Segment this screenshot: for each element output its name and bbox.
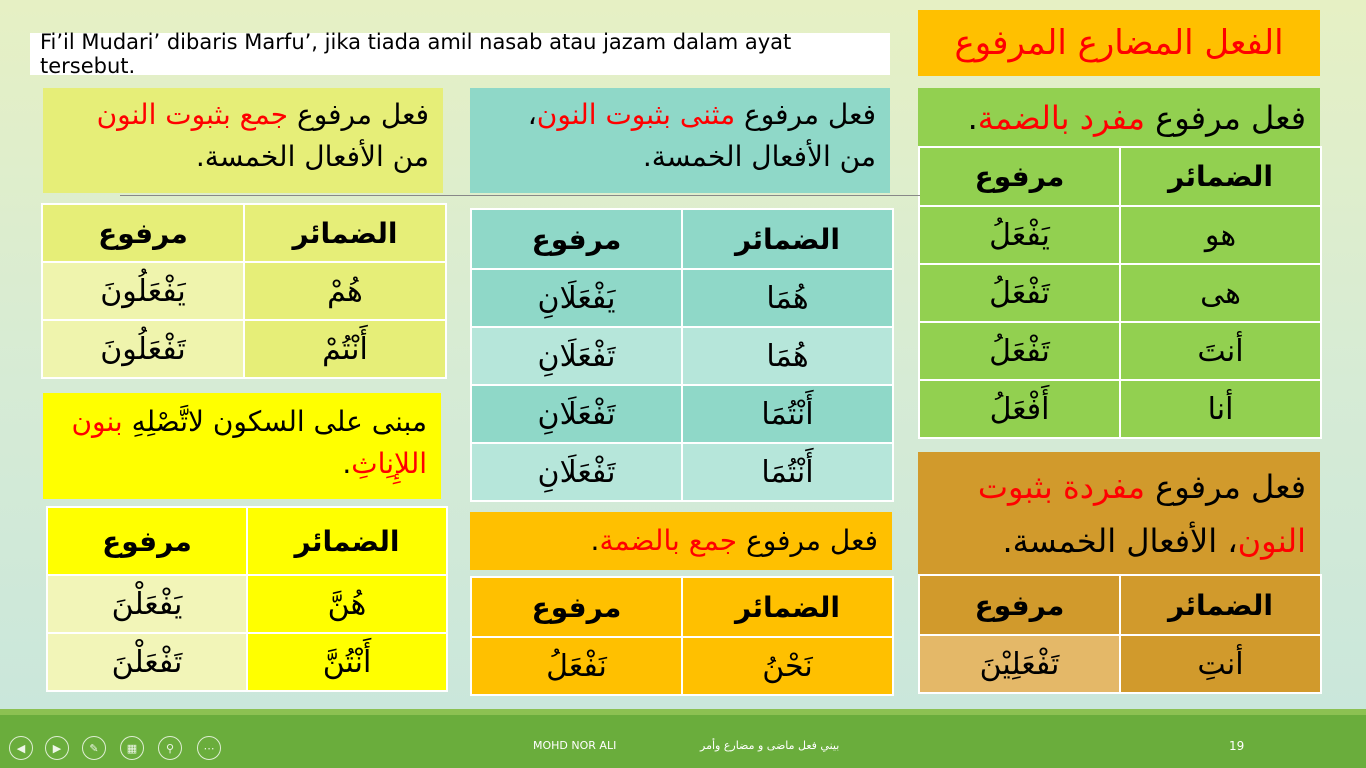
table-singular-damma [918,146,1322,439]
table-cell-pronoun: نَحْنُ [682,637,893,695]
table-cell-pronoun: هى [1120,264,1321,322]
table-cell-pronoun: أَنْتُنَّ [247,633,447,691]
table-cell-verb: يَفْعَلُ [919,206,1120,264]
table-cell-pronoun: هُمَا [682,327,893,385]
table-cell-verb: يَفْعَلُونَ [42,262,244,320]
header-marfu: مرفوع [471,209,682,269]
header-pronoun: الضمائر [1120,575,1321,635]
next-icon[interactable]: ▶ [45,736,69,760]
table-cell-pronoun: أَنْتُمْ [244,320,446,378]
more-icon[interactable]: ⋯ [197,736,221,760]
table-cell-verb: تَفْعَلَانِ [471,327,682,385]
table-plural-damma [470,576,894,696]
table-feminine-nun [46,506,448,692]
table-cell-pronoun: هُمَا [682,269,893,327]
header-marfu: مرفوع [42,204,244,262]
table-cell-pronoun: هُمْ [244,262,446,320]
table-cell-verb: تَفْعَلُ [919,322,1120,380]
slide-title: الفعل المضارع المرفوع [918,10,1320,76]
table-cell-pronoun: أنتِ [1120,635,1321,693]
slides-icon[interactable]: ▦ [120,736,144,760]
header-pronoun: الضمائر [247,507,447,575]
header-marfu: مرفوع [471,577,682,637]
table-cell-verb: أَفْعَلُ [919,380,1120,438]
heading-singular-damma: فعل مرفوع مفرد بالضمة. [918,88,1320,146]
table-cell-pronoun: أنا [1120,380,1321,438]
header-pronoun: الضمائر [682,209,893,269]
page-number: 19 [1229,739,1245,753]
heading-dual-nun: فعل مرفوع مثنى بثبوت النون، من الأفعال الخمسة. [470,88,890,193]
heading-singular-nun: فعل مرفوع مفردة بثبوت النون، الأفعال الخمسة. [918,452,1320,574]
table-cell-pronoun: أنتَ [1120,322,1321,380]
table-cell-pronoun: أَنْتُمَا [682,385,893,443]
heading-plural-damma: فعل مرفوع جمع بالضمة. [470,512,892,570]
footer-author: MOHD NOR ALI [533,739,617,752]
table-cell-verb: تَفْعَلَانِ [471,385,682,443]
table-cell-verb: تَفْعَلْنَ [47,633,247,691]
header-marfu: مرفوع [919,147,1120,206]
heading-feminine-nun: مبنى على السكون لاتَّصْلِهِ بنون اللإِنِاثِ. [43,393,441,499]
header-pronoun: الضمائر [682,577,893,637]
zoom-icon[interactable]: ⚲ [158,736,182,760]
table-cell-pronoun: أَنْتُمَا [682,443,893,501]
table-cell-verb: تَفْعَلَانِ [471,443,682,501]
footer-accent-bar [0,709,1366,715]
table-plural-nun [41,203,447,379]
table-cell-verb: يَفْعَلَانِ [471,269,682,327]
header-marfu: مرفوع [47,507,247,575]
previous-icon[interactable]: ◀ [9,736,33,760]
table-cell-verb: يَفْعَلْنَ [47,575,247,633]
footer-subtitle: بيني فعل ماضى و مضارع وأمر [700,739,840,752]
rule-note: Fi’il Mudari’ dibaris Marfu’, jika tiada amil nasab atau jazam dalam ayat tersebut. [30,33,890,75]
header-marfu: مرفوع [919,575,1120,635]
table-cell-verb: نَفْعَلُ [471,637,682,695]
table-cell-pronoun: هو [1120,206,1321,264]
table-cell-verb: تَفْعَلُ [919,264,1120,322]
table-cell-verb: تَفْعَلِيْنَ [919,635,1120,693]
table-cell-pronoun: هُنَّ [247,575,447,633]
pen-icon[interactable]: ✎ [82,736,106,760]
table-cell-verb: تَفْعَلُونَ [42,320,244,378]
table-dual-nun [470,208,894,502]
header-pronoun: الضمائر [1120,147,1321,206]
heading-plural-nun: فعل مرفوع جمع بثبوت النون من الأفعال الخمسة. [43,88,443,193]
header-pronoun: الضمائر [244,204,446,262]
table-singular-nun [918,574,1322,694]
divider-line [120,195,920,196]
